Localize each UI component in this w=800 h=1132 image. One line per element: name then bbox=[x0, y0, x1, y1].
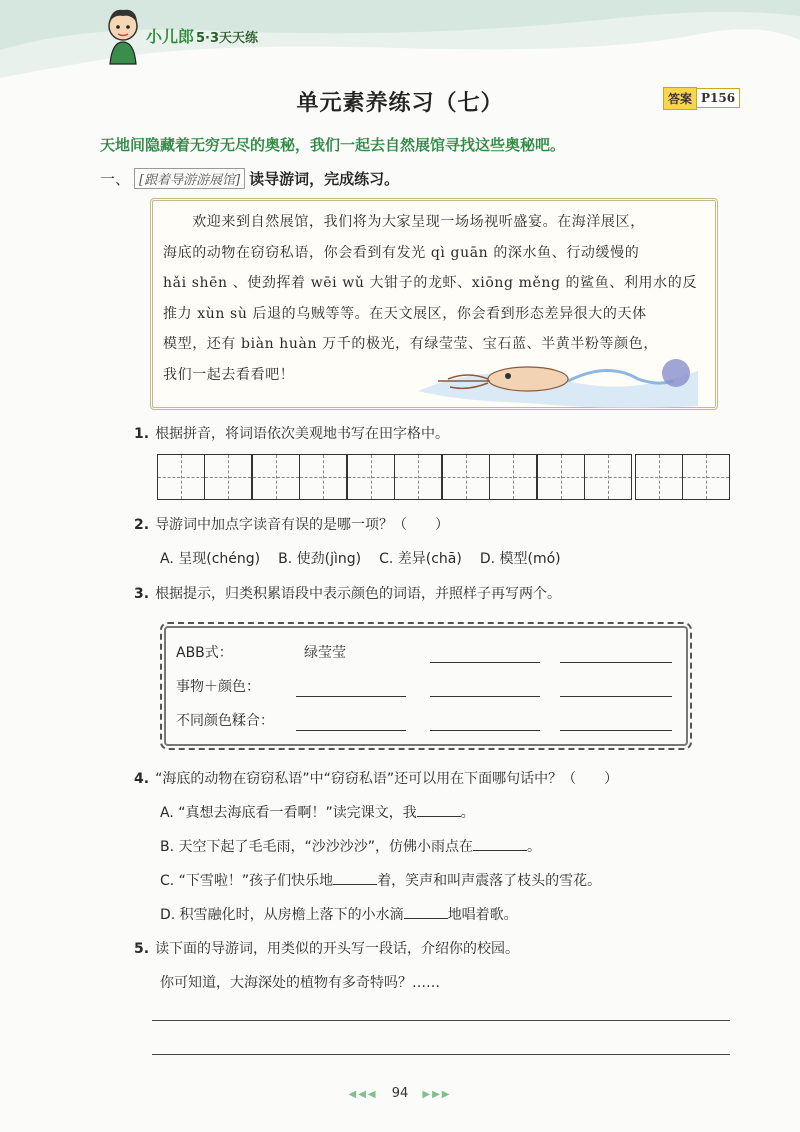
tianzige-box[interactable] bbox=[537, 454, 632, 500]
q5-answer-line[interactable] bbox=[152, 1020, 730, 1021]
q3-blank[interactable] bbox=[430, 648, 540, 663]
q4-blank[interactable] bbox=[333, 870, 377, 885]
q4-option-b[interactable] bbox=[160, 836, 541, 856]
question-1-number: 1. bbox=[134, 426, 150, 442]
brand-name: 小儿郎 bbox=[146, 27, 195, 46]
q3-row-label: ABB式： bbox=[176, 645, 233, 661]
tianzige-cell[interactable] bbox=[395, 455, 441, 499]
question-2 bbox=[134, 514, 449, 534]
mascot-icon bbox=[100, 6, 146, 66]
question-1-text: 根据拼音，将词语依次美观地书写在田字格中。 bbox=[155, 426, 450, 442]
q2-option-b[interactable]: B. 使劲(jìng) bbox=[278, 551, 362, 567]
q3-blank[interactable] bbox=[560, 682, 672, 697]
q4-option-text: A. “真想去海底看一看啊！”读完课文，我 bbox=[160, 805, 417, 821]
q3-answer-box bbox=[160, 622, 692, 750]
tianzige-grids bbox=[157, 454, 729, 500]
tianzige-cell[interactable] bbox=[585, 455, 631, 499]
question-3 bbox=[134, 583, 561, 603]
page-footer bbox=[0, 1086, 800, 1101]
q3-example: 绿莹莹 bbox=[304, 645, 346, 661]
passage-box bbox=[150, 198, 718, 410]
q2-option-d[interactable]: D. 模型(mó) bbox=[479, 551, 561, 567]
section-1-heading bbox=[100, 168, 399, 189]
passage-line: 我们一起去看看吧！ bbox=[163, 366, 295, 383]
q2-option-a[interactable]: A. 呈现(chéng) bbox=[160, 551, 261, 567]
q3-row-label: 事物＋颜色： bbox=[176, 679, 260, 695]
q2-option-c[interactable]: C. 差异(chā) bbox=[379, 551, 462, 567]
question-4-text: “海底的动物在窃窃私语”中“窃窃私语”还可以用在下面哪句话中？（ ） bbox=[155, 771, 619, 787]
question-5-text: 读下面的导游词，用类似的开头写一段话，介绍你的校园。 bbox=[155, 941, 520, 957]
question-2-options bbox=[160, 548, 561, 568]
q4-option-c[interactable] bbox=[160, 870, 601, 890]
q4-blank[interactable] bbox=[473, 836, 527, 851]
q4-option-tail: 。 bbox=[460, 805, 475, 821]
left-arrows-icon: ◀◀◀ bbox=[348, 1089, 378, 1100]
question-4-number: 4. bbox=[134, 771, 150, 787]
question-2-number: 2. bbox=[134, 517, 150, 533]
tianzige-cell[interactable] bbox=[348, 455, 395, 499]
q4-option-text: D. 积雪融化时，从房檐上落下的小水滴 bbox=[160, 907, 404, 923]
question-3-number: 3. bbox=[134, 586, 150, 602]
page-number: 94 bbox=[391, 1086, 409, 1101]
question-5 bbox=[134, 938, 519, 958]
passage-line: 模型，还有 biàn huàn 万千的极光，有绿莹莹、宝石蓝、半黄半粉等颜色， bbox=[163, 336, 658, 353]
passage-line: hǎi shēn 、使劲挥着 wēi wǔ 大钳子的龙虾、xiōng měng 的鲨鱼、利用水的反 bbox=[163, 275, 697, 292]
section-1-number: 一、 bbox=[100, 170, 131, 188]
tianzige-cell[interactable] bbox=[300, 455, 346, 499]
q4-option-text: B. 天空下起了毛毛雨，“沙沙沙沙”，仿佛小雨点在 bbox=[160, 839, 474, 855]
tianzige-cell[interactable] bbox=[490, 455, 536, 499]
q3-blank[interactable] bbox=[430, 682, 540, 697]
q5-answer-line[interactable] bbox=[152, 1054, 730, 1055]
question-5-number: 5. bbox=[134, 941, 150, 957]
tianzige-box[interactable] bbox=[442, 454, 537, 500]
q4-blank[interactable] bbox=[404, 904, 448, 919]
brand-logo bbox=[146, 24, 258, 47]
answer-page: P156 bbox=[697, 88, 740, 108]
tianzige-box[interactable] bbox=[347, 454, 442, 500]
passage-line: 海底的动物在窃窃私语，你会看到有发光 qì guān 的深水鱼、行动缓慢的 bbox=[163, 244, 640, 261]
q3-blank[interactable] bbox=[296, 682, 406, 697]
q3-blank[interactable] bbox=[560, 648, 672, 663]
tianzige-cell[interactable] bbox=[636, 455, 683, 499]
question-4 bbox=[134, 768, 618, 788]
tianzige-cell[interactable] bbox=[443, 455, 490, 499]
q4-option-tail: 地唱着歌。 bbox=[447, 907, 518, 923]
section-1-instruction: 读导游词，完成练习。 bbox=[249, 170, 400, 188]
question-1 bbox=[134, 423, 449, 443]
question-2-text: 导游词中加点字读音有误的是哪一项？（ ） bbox=[155, 517, 450, 533]
passage-line: 欢迎来到自然展馆，我们将为大家呈现一场场视听盛宴。在海洋展区， bbox=[163, 214, 645, 230]
q4-option-tail: 。 bbox=[527, 839, 542, 855]
tianzige-box[interactable] bbox=[157, 454, 252, 500]
tianzige-cell[interactable] bbox=[158, 455, 205, 499]
q4-option-a[interactable] bbox=[160, 802, 475, 822]
tianzige-box[interactable] bbox=[252, 454, 347, 500]
q4-blank[interactable] bbox=[417, 802, 461, 817]
q4-option-tail: 着，笑声和叫声震落了枝头的雪花。 bbox=[377, 873, 602, 889]
tianzige-cell[interactable] bbox=[205, 455, 251, 499]
right-arrows-icon: ▶▶▶ bbox=[422, 1089, 452, 1100]
section-1-tag: [跟着导游游展馆] bbox=[134, 168, 245, 189]
answer-tag bbox=[663, 88, 740, 108]
intro-text: 天地间隐藏着无穷无尽的奥秘，我们一起去自然展馆寻找这些奥秘吧。 bbox=[100, 136, 566, 154]
passage-line: 推力 xùn sù 后退的乌贼等等。在天文展区，你会看到形态差异很大的天体 bbox=[163, 305, 647, 322]
tianzige-cell[interactable] bbox=[253, 455, 300, 499]
squid-illustration-icon bbox=[408, 351, 708, 411]
q4-option-d[interactable] bbox=[160, 904, 518, 924]
brand-series: 5·3天天练 bbox=[196, 31, 259, 46]
tianzige-box[interactable] bbox=[635, 454, 730, 500]
tianzige-cell[interactable] bbox=[683, 455, 729, 499]
question-3-text: 根据提示，归类积累语段中表示颜色的词语，并照样子再写两个。 bbox=[155, 586, 562, 602]
q3-blank[interactable] bbox=[296, 716, 406, 731]
q5-prompt: 你可知道，大海深处的植物有多奇特吗？…… bbox=[160, 975, 440, 991]
q3-row-label: 不同颜色糅合： bbox=[176, 713, 274, 729]
q3-blank[interactable] bbox=[560, 716, 672, 731]
answer-label: 答案 bbox=[663, 87, 697, 110]
tianzige-cell[interactable] bbox=[538, 455, 585, 499]
q4-option-text: C. “下雪啦！”孩子们快乐地 bbox=[160, 873, 334, 889]
q3-blank[interactable] bbox=[430, 716, 540, 731]
page-title: 单元素养练习（七） bbox=[296, 91, 504, 116]
